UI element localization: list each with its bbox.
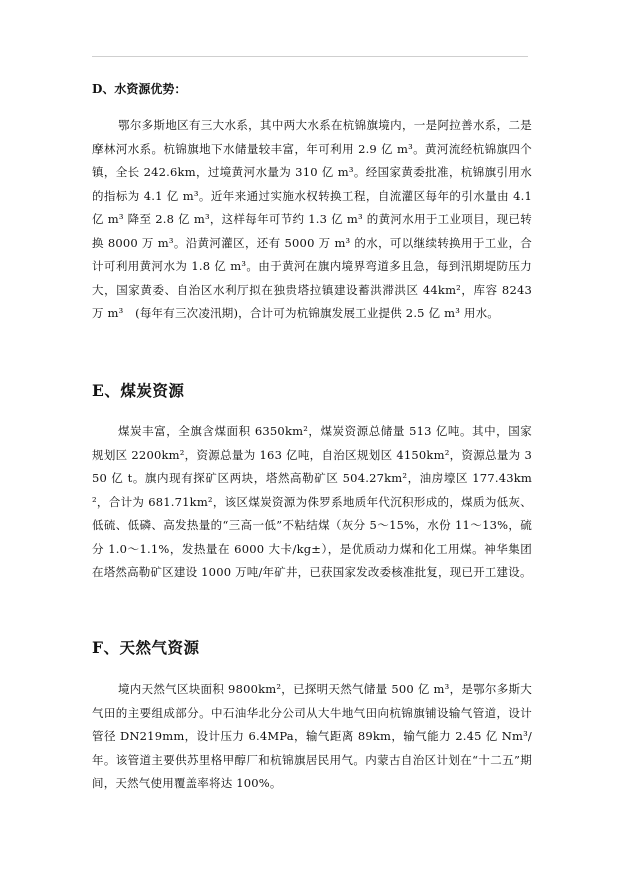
section-e-paragraph: 煤炭丰富，全旗含煤面积 6350km²，煤炭资源总储量 513 亿吨。其中，国家规划区 2200km²，资源总量为 163 亿吨，自治区规划区 4150km²，资源总量为 350 亿 t。旗内现有探矿区两块，塔然高勒矿区 504.27km²，油房壕区 177.43km²，合计为 681.71km²，该区煤炭资源为侏罗系地质年代沉积形成的，煤质为低灰、低硫、低磷、高发热量的“三高一低”不粘结煤（灰分 5～15%，水份 11～13%，硫分 1.0～1.1%，发热量在 6000 大卡/kg±），是优质动力煤和化工用煤。神华集团在塔然高勒矿区建设 1000 万吨/年矿井，已获国家发改委核准批复，现已开工建设。: [92, 424, 532, 579]
header-rule: [92, 56, 528, 57]
section-f-paragraph: 境内天然气区块面积 9800km²，已探明天然气储量 500 亿 m³，是鄂尔多斯大气田的主要组成部分。中石油华北分公司从大牛地气田向杭锦旗铺设输气管道，设计管径 DN219mm，设计压力 6.4MPa，输气距离 89km，输气能力 2.45 亿 Nm³/年。该管道主要供苏里格甲醇厂和杭锦旗居民用气。内蒙古自治区计划在“十二五”期间，天然气使用覆盖率将达 100%。: [92, 682, 532, 790]
section-e-title: E、煤炭资源: [92, 381, 185, 400]
section-d-title: D、水资源优势：: [92, 82, 187, 96]
section-d-paragraph: 鄂尔多斯地区有三大水系，其中两大水系在杭锦旗境内，一是阿拉善水系，二是摩林河水系。杭锦旗地下水储量较丰富，年可利用 2.9 亿 m³。黄河流经杭锦旗四个镇，全长 242.6km，过境黄河水量为 310 亿 m³。经国家黄委批准，杭锦旗引用水的指标为 4.1 亿 m³。近年来通过实施水权转换工程，自流灌区每年的引水量由 4.1 亿 m³ 降至 2.8 亿 m³，这样每年可节约 1.3 亿 m³ 的黄河水用于工业项目，现已转换 8000 万 m³。沿黄河灌区，还有 5000 万 m³ 的水，可以继续转换用于工业，合计可利用黄河水为 1.8 亿 m³。由于黄河在旗内境界弯道多且急，每到汛期堤防压力大，国家黄委、自治区水利厅拟在独贵塔拉镇建设蓄洪滞洪区 44km²，库容 8243 万 m³ (每年有三次凌汛期)，合计可为杭锦旗发展工业提供 2.5 亿 m³ 用水。: [92, 118, 532, 320]
section-f-content: [92, 678, 532, 796]
section-f-heading: [92, 637, 532, 659]
section-e-content: [92, 420, 532, 585]
section-f-title: F、天然气资源: [92, 638, 200, 657]
section-e-heading: [92, 380, 532, 402]
section-d-heading: [92, 80, 532, 98]
section-d-content: [92, 114, 532, 326]
